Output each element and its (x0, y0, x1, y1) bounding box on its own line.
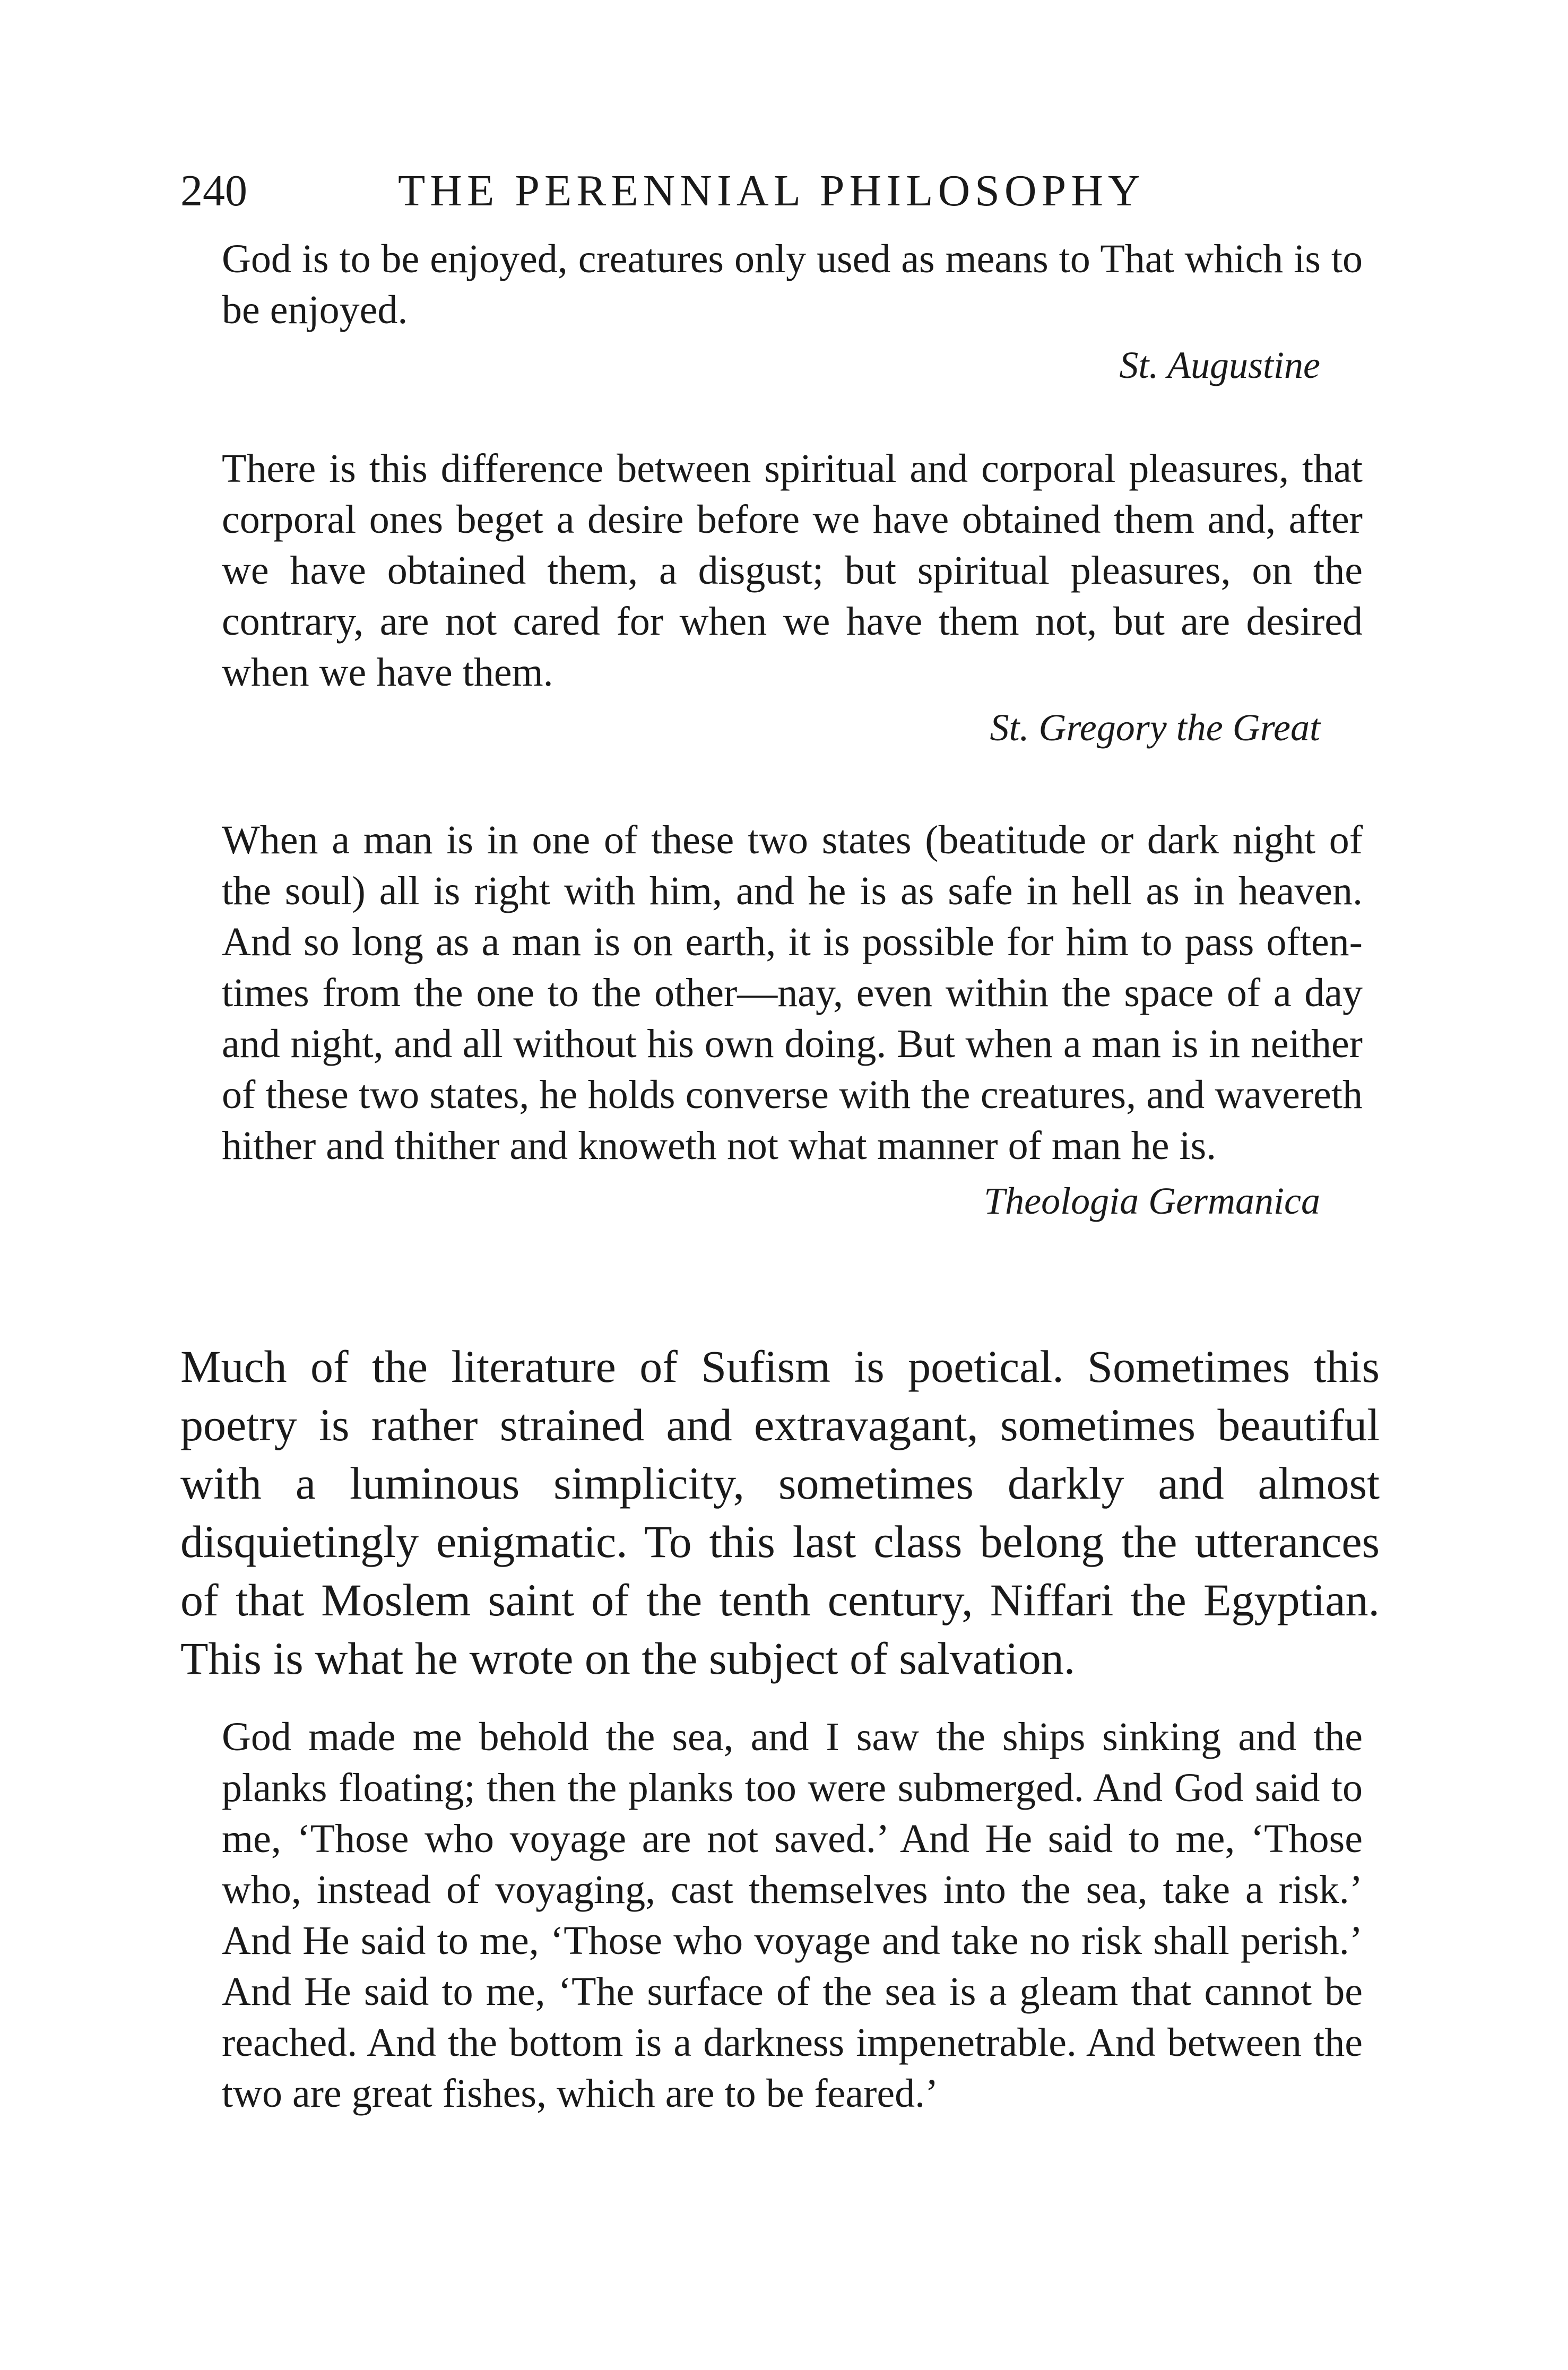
quote-augustine (222, 233, 1363, 392)
quote-text: God is to be enjoyed, creatures only used as means to That which is to be enjoyed. (222, 237, 1363, 332)
quote-theologia-germanica (222, 815, 1363, 1227)
page-header (180, 159, 1401, 223)
quote-attribution: St. Gregory the Great (990, 706, 1320, 749)
quote-attribution: Theologia Germanica (984, 1180, 1320, 1222)
quote-text: When a man is in one of these two states (beatitude or dark night of the soul) all is right with him, and he is as safe in hell as in heaven. And so long as a man is on earth, it is possible for him to pass often-times from the one to the other—nay, even within the space of a day and night, and all without his own doing. But when a man is in neither of these two states, he holds converse with the creatures, and wavereth hither and thither and knoweth not what manner of man he is. (222, 818, 1363, 1168)
commentary-text: Much of the literature of Sufism is poetical. Sometimes this poetry is rather strained and extravagant, sometimes beautiful with a luminous simplicity, sometimes darkly and almost disquietingly enigmatic. To this last class belong the utterances of that Moslem saint of the tenth century, Niffari the Egyptian. This is what he wrote on the subject of salvation. (180, 1341, 1380, 1684)
quote-attribution: St. Augustine (1119, 344, 1320, 386)
quote-niffari (222, 1711, 1363, 2119)
running-head: THE PERENNIAL PHILOSOPHY (398, 166, 1145, 215)
quote-text: God made me behold the sea, and I saw the ships sinking and the planks floating; then the planks too were submerged. And God said to me, ‘Those who voyage are not saved.’ And He said to me, ‘Those who, instead of voyaging, cast themselves into the sea, take a risk.’ And He said to me, ‘Those who voyage and take no risk shall perish.’ And He said to me, ‘The surface of the sea is a gleam that cannot be reached. And the bottom is a darkness impenetrable. And between the two are great fishes, which are to be feared.’ (222, 1715, 1363, 2116)
commentary-paragraph (180, 1337, 1380, 1688)
quote-gregory (222, 443, 1363, 754)
quote-text: There is this difference between spiritual and corporal pleasures, that corporal ones beget a desire before we have obtained them and, after we have obtained them, a disgust; but spiritual pleasures, on the contrary, are not cared for when we have them not, but are desired when we have them. (222, 446, 1363, 695)
page-number: 240 (180, 166, 247, 215)
